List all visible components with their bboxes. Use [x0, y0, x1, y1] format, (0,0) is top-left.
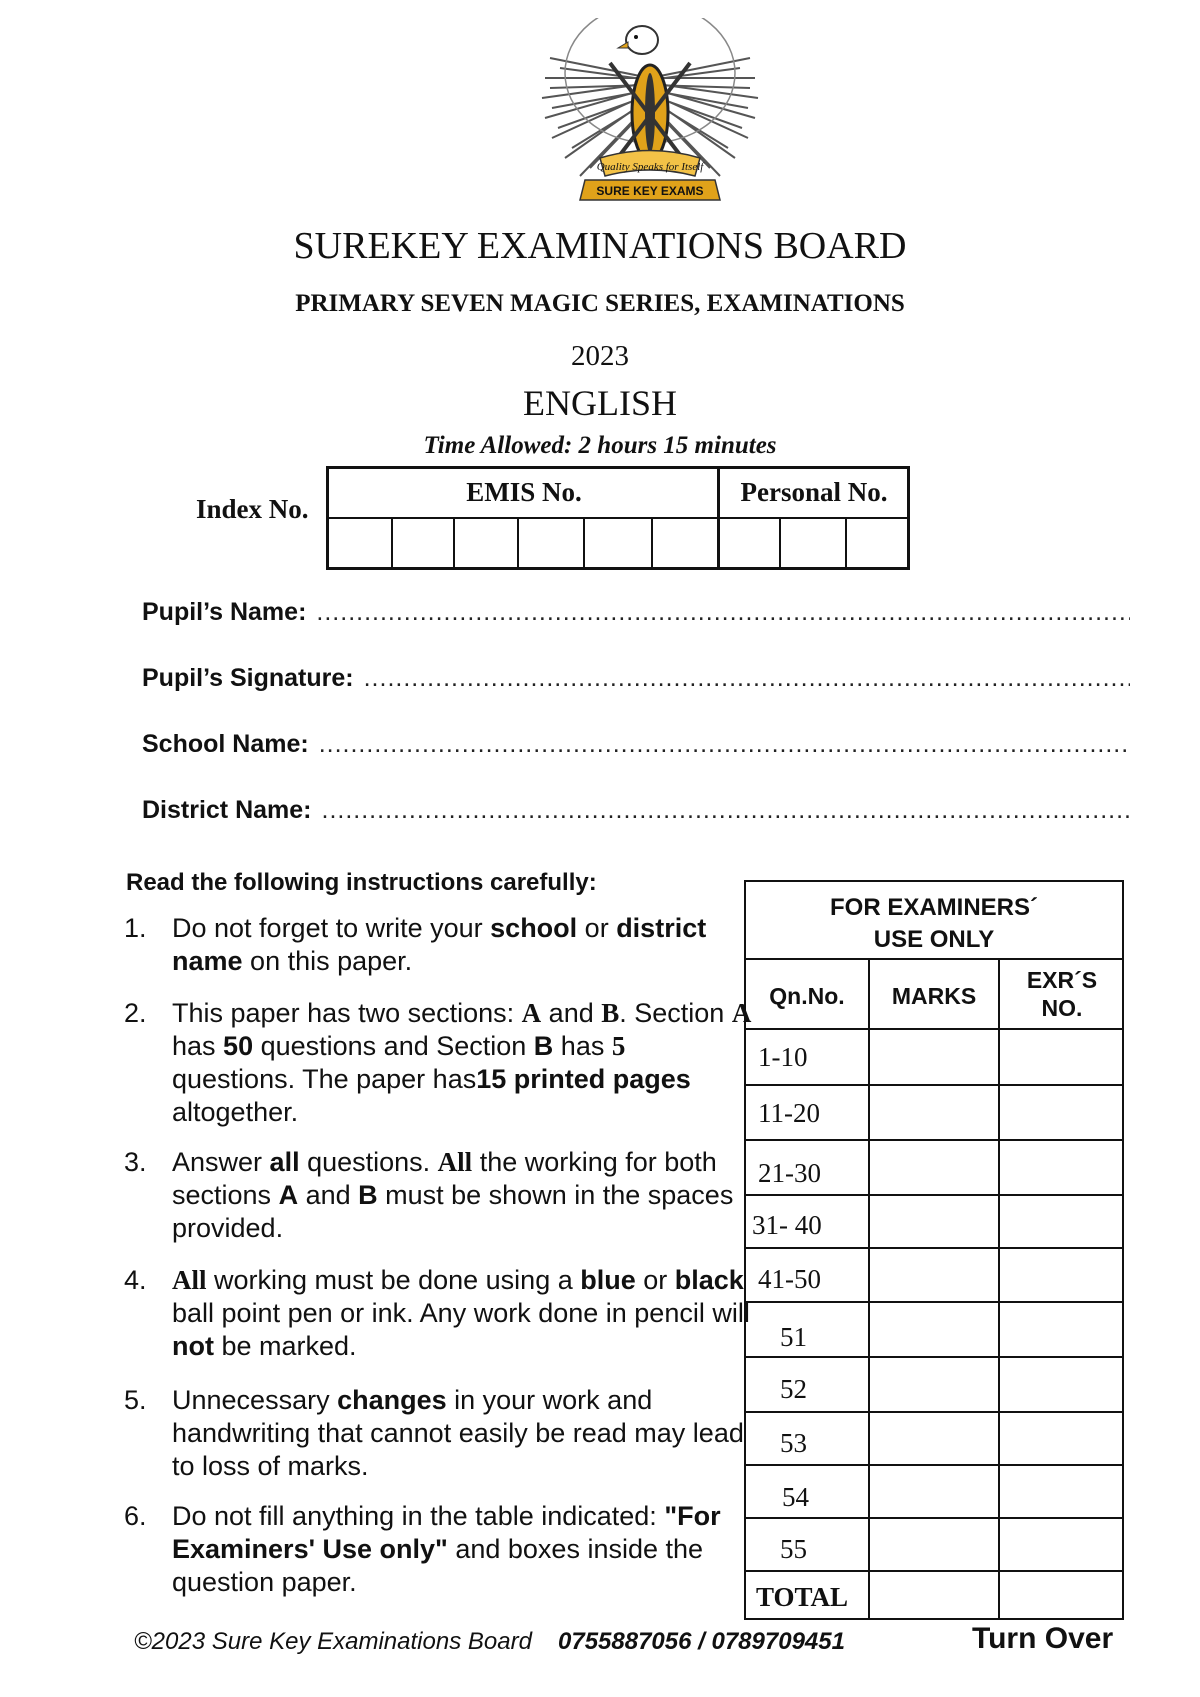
- qn-no-header: Qn.No.: [769, 983, 845, 1009]
- index-digit-cell[interactable]: [651, 519, 653, 567]
- row-label: 54: [782, 1482, 809, 1512]
- row-label: 52: [780, 1374, 807, 1404]
- subject-title: ENGLISH: [523, 383, 677, 423]
- index-digit-cell[interactable]: [779, 519, 781, 567]
- exam-board-crest: [530, 18, 770, 228]
- pupil-signature-line[interactable]: [364, 664, 1130, 693]
- district-name-line[interactable]: [322, 796, 1131, 825]
- copyright-notice: ©2023 Sure Key Examinations Board: [134, 1628, 532, 1655]
- time-allowed: Time Allowed: 2 hours 15 minutes: [423, 432, 777, 459]
- school-name-field[interactable]: [142, 730, 1130, 759]
- instruction-item: 2. This paper has two sections: A and B. Section A has 50 questions and Section B has 5 questions. The paper has15 printed pages altogether.: [124, 998, 752, 1127]
- index-digit-cell[interactable]: [517, 519, 519, 567]
- school-name-line[interactable]: [319, 730, 1130, 759]
- contact-phones: 0755887056 / 0789709451: [558, 1628, 845, 1655]
- district-name-label: District Name:: [142, 796, 312, 824]
- index-digit-cell[interactable]: [391, 519, 393, 567]
- marks-header: MARKS: [891, 983, 977, 1009]
- turn-over-label: Turn Over: [972, 1622, 1114, 1655]
- emis-number-label: EMIS No.: [466, 477, 582, 507]
- pupil-signature-field[interactable]: [142, 664, 1130, 693]
- total-row-label: TOTAL: [756, 1582, 849, 1612]
- pupil-name-label: Pupil’s Name:: [142, 598, 307, 626]
- index-digit-cell[interactable]: [583, 519, 585, 567]
- exam-year: 2023: [571, 340, 629, 372]
- examiners-table-title: FOR EXAMINERS´ USE ONLY: [829, 894, 1038, 953]
- instruction-item: 3. Answer all questions. All the working for both sections A and B must be shown in the spaces provided.: [124, 1147, 734, 1243]
- board-title: SUREKEY EXAMINATIONS BOARD: [293, 225, 907, 267]
- index-number-label: Index No.: [196, 494, 309, 524]
- row-label: 31- 40: [752, 1210, 822, 1240]
- row-label: 53: [780, 1428, 807, 1458]
- index-digit-cell[interactable]: [453, 519, 455, 567]
- index-box-divider: [329, 517, 907, 519]
- instructions-heading: Read the following instructions carefully:: [126, 869, 597, 896]
- district-name-field[interactable]: [142, 796, 1130, 825]
- pupil-name-field[interactable]: [142, 598, 1130, 627]
- personal-number-label: Personal No.: [740, 477, 888, 507]
- index-digit-cell[interactable]: [845, 519, 847, 567]
- row-label: 1-10: [758, 1042, 808, 1072]
- row-label: 55: [780, 1534, 807, 1564]
- examiner-no-header: EXR´S NO.: [1026, 967, 1098, 1021]
- pupil-name-line[interactable]: [316, 598, 1130, 627]
- instruction-item: 4. All working must be done using a blue or black ball point pen or ink. Any work done in pencil will not be marked.: [124, 1265, 750, 1361]
- series-title: PRIMARY SEVEN MAGIC SERIES, EXAMINATIONS: [295, 290, 905, 317]
- index-number-box: [326, 466, 910, 570]
- instruction-item: 5. Unnecessary changes in your work and handwriting that cannot easily be read may lead to loss of marks.: [124, 1385, 744, 1481]
- row-label: 41-50: [758, 1264, 821, 1294]
- row-label: 11-20: [758, 1098, 820, 1128]
- instruction-item: 6. Do not fill anything in the table indicated: "For Examiners' Use only" and boxes inside the question paper.: [124, 1501, 721, 1597]
- row-label: 21-30: [758, 1158, 821, 1188]
- index-box-separator: [717, 469, 720, 567]
- school-name-label: School Name:: [142, 730, 309, 758]
- instruction-item: 1. Do not forget to write your school or district name on this paper.: [124, 913, 707, 976]
- eagle-head-icon: [618, 26, 658, 54]
- examiners-use-table: [744, 880, 1124, 1620]
- pupil-signature-label: Pupil’s Signature:: [142, 664, 354, 692]
- crest-banner-text: SURE KEY EXAMS: [596, 184, 704, 198]
- crest-motto: Quality Speaks for Itself: [596, 161, 704, 173]
- row-label: 51: [780, 1322, 807, 1352]
